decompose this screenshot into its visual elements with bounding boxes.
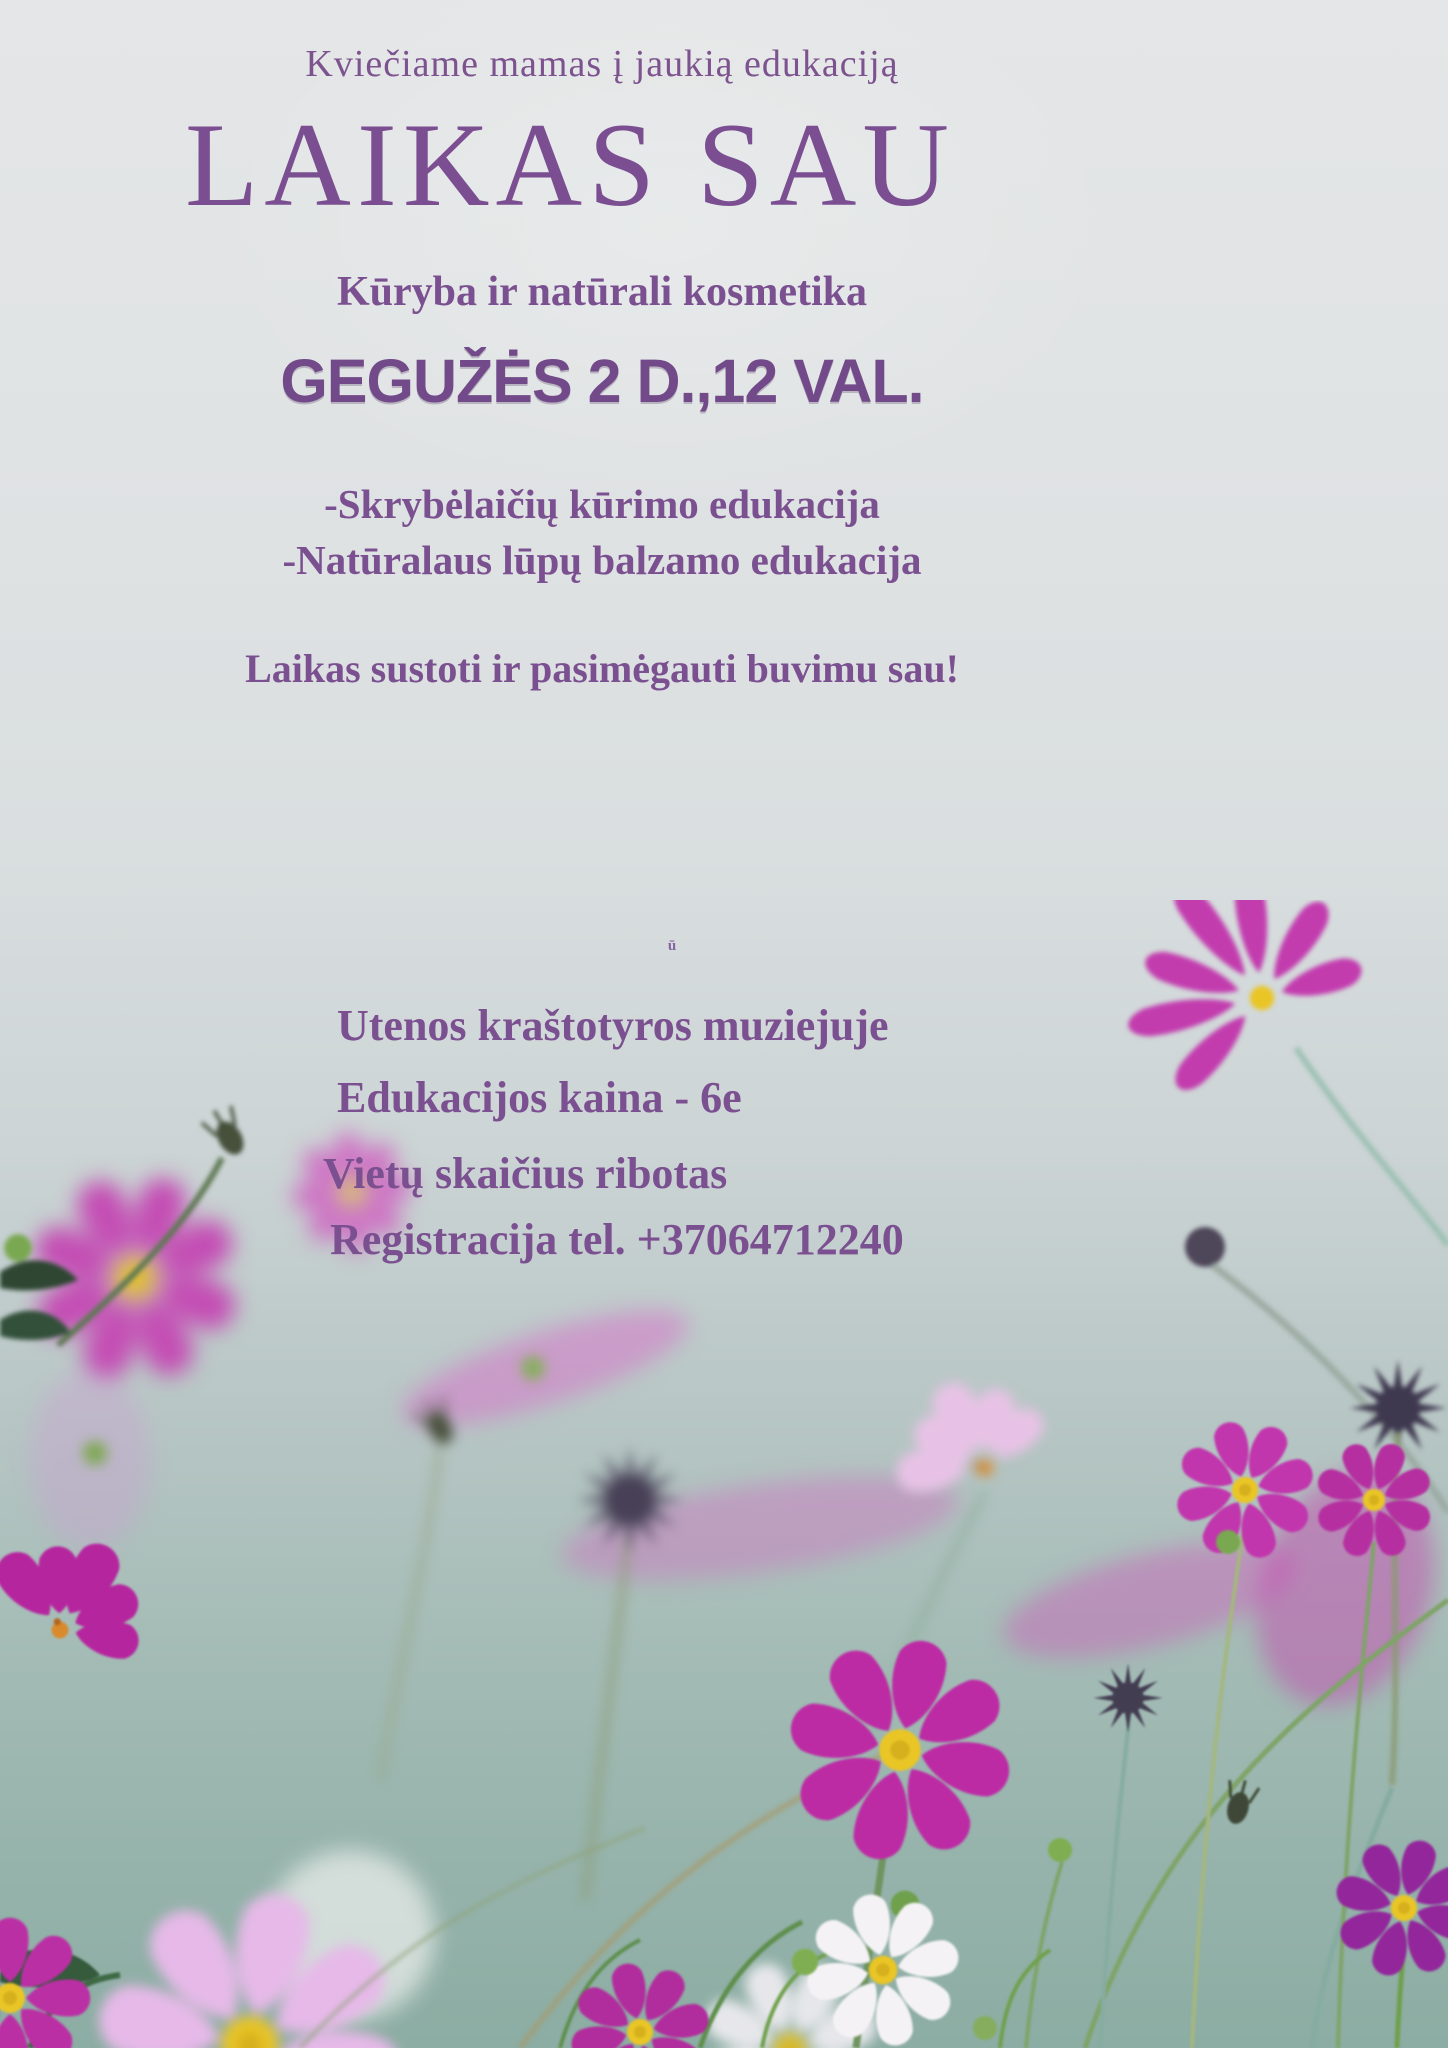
detail-seats-limited: Vietų skaičius ribotas <box>323 1149 728 1198</box>
event-datetime: GEGUŽĖS 2 D.,12 VAL. <box>280 347 924 415</box>
bullet-hats-education: -Skrybėlaičių kūrimo edukacija <box>324 481 880 527</box>
cosmos-flower-white <box>792 1879 974 2048</box>
detail-registration-phone: Registracija tel. +37064712240 <box>330 1215 904 1264</box>
tagline-text: Laikas sustoti ir pasimėgauti buvimu sau! <box>245 646 959 691</box>
stray-glyph: ū <box>667 938 677 954</box>
detail-location: Utenos kraštotyros muziejuje <box>337 1001 889 1050</box>
eyebrow-text: Kviečiame mamas į jaukią edukaciją <box>305 43 899 85</box>
page-title: LAIKAS SAU <box>184 98 956 231</box>
detail-price: Edukacijos kaina - 6e <box>337 1073 742 1122</box>
subtitle-text: Kūryba ir natūrali kosmetika <box>336 269 868 315</box>
cosmos-flower-large-magenta <box>765 1615 1036 1886</box>
bullet-lip-balm-education: -Natūralaus lūpų balzamo edukacija <box>282 537 922 583</box>
